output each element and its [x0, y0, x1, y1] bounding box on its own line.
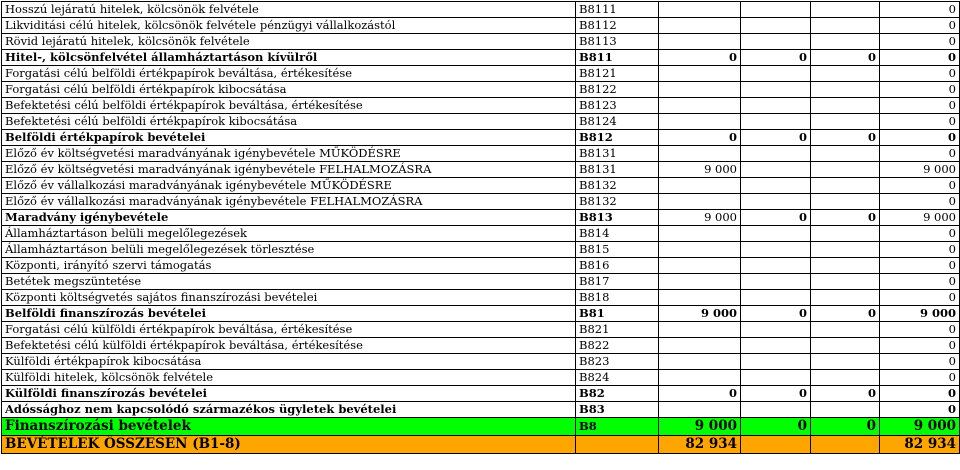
table-row: [2, 66, 960, 82]
value-cell-3: 0: [811, 210, 880, 226]
row-code-cell: [576, 436, 659, 454]
value-cell-1: [659, 402, 741, 418]
value-cell-4: 0: [880, 258, 960, 274]
row-label-cell: Külföldi hitelek, kölcsönök felvétele: [2, 370, 576, 386]
table-row: [2, 226, 960, 242]
value-cell-2: [741, 290, 811, 306]
table-row: [2, 50, 960, 66]
row-code-cell: B823: [576, 354, 659, 370]
value-cell-2: [741, 34, 811, 50]
row-label-cell: Forgatási célú belföldi értékpapírok kibocsátása: [2, 82, 576, 98]
table-row: [2, 402, 960, 418]
row-label-cell: Finanszírozási bevételek: [2, 418, 576, 436]
value-cell-4: 0: [880, 82, 960, 98]
value-cell-1: 0: [659, 386, 741, 402]
value-cell-2: [741, 18, 811, 34]
value-cell-2: [741, 370, 811, 386]
value-cell-3: [811, 370, 880, 386]
table-row: [2, 98, 960, 114]
value-cell-1: [659, 194, 741, 210]
value-cell-2: [741, 146, 811, 162]
row-label-cell: Forgatási célú külföldi értékpapírok beváltása, értékesítése: [2, 322, 576, 338]
row-code-cell: B822: [576, 338, 659, 354]
value-cell-1: 9 000: [659, 418, 741, 436]
value-cell-2: 0: [741, 386, 811, 402]
value-cell-4: 0: [880, 242, 960, 258]
value-cell-3: [811, 354, 880, 370]
table-row: [2, 2, 960, 18]
value-cell-2: [741, 322, 811, 338]
value-cell-4: 0: [880, 114, 960, 130]
table-row: [2, 82, 960, 98]
row-label-cell: Likviditási célú hitelek, kölcsönök felvétele pénzügyi vállalkozástól: [2, 18, 576, 34]
table-row: [2, 370, 960, 386]
value-cell-3: [811, 242, 880, 258]
table-row: [2, 178, 960, 194]
table-row: [2, 162, 960, 178]
row-code-cell: B8123: [576, 98, 659, 114]
row-label-cell: Belföldi értékpapírok bevételei: [2, 130, 576, 146]
row-label-cell: Forgatási célú belföldi értékpapírok beváltása, értékesítése: [2, 66, 576, 82]
value-cell-1: [659, 178, 741, 194]
row-code-cell: B818: [576, 290, 659, 306]
row-label-cell: Hitel-, kölcsönfelvétel államháztartáson kívülről: [2, 50, 576, 66]
value-cell-4: 9 000: [880, 418, 960, 436]
value-cell-4: 0: [880, 370, 960, 386]
value-cell-4: 0: [880, 178, 960, 194]
row-code-cell: B815: [576, 242, 659, 258]
table-row: [2, 386, 960, 402]
value-cell-1: [659, 274, 741, 290]
value-cell-1: 0: [659, 50, 741, 66]
row-label-cell: Előző év vállalkozási maradványának igénybevétele MŰKÖDÉSRE: [2, 178, 576, 194]
value-cell-2: 0: [741, 130, 811, 146]
row-label-cell: BEVÉTELEK ÖSSZESEN (B1-8): [2, 436, 576, 454]
value-cell-2: 0: [741, 50, 811, 66]
value-cell-4: 0: [880, 354, 960, 370]
table-body: [2, 2, 960, 454]
table-row: [2, 114, 960, 130]
value-cell-4: 0: [880, 226, 960, 242]
value-cell-4: 0: [880, 98, 960, 114]
table-row: [2, 290, 960, 306]
value-cell-1: [659, 34, 741, 50]
value-cell-1: [659, 114, 741, 130]
value-cell-3: [811, 98, 880, 114]
value-cell-1: [659, 322, 741, 338]
value-cell-2: [741, 2, 811, 18]
value-cell-4: 0: [880, 386, 960, 402]
value-cell-4: 9 000: [880, 306, 960, 322]
row-label-cell: Központi költségvetés sajátos finanszírozási bevételei: [2, 290, 576, 306]
financing-revenue-table: [1, 1, 960, 454]
table-row: [2, 322, 960, 338]
value-cell-3: [811, 34, 880, 50]
value-cell-1: [659, 82, 741, 98]
table-row: [2, 242, 960, 258]
row-code-cell: B8113: [576, 34, 659, 50]
value-cell-3: [811, 274, 880, 290]
row-label-cell: Belföldi finanszírozás bevételei: [2, 306, 576, 322]
row-label-cell: Külföldi finanszírozás bevételei: [2, 386, 576, 402]
value-cell-1: [659, 338, 741, 354]
value-cell-3: [811, 114, 880, 130]
value-cell-2: [741, 226, 811, 242]
value-cell-1: [659, 146, 741, 162]
value-cell-4: 9 000: [880, 162, 960, 178]
value-cell-3: [811, 82, 880, 98]
value-cell-3: [811, 258, 880, 274]
value-cell-4: 0: [880, 146, 960, 162]
value-cell-1: [659, 226, 741, 242]
value-cell-1: 0: [659, 130, 741, 146]
row-code-cell: B824: [576, 370, 659, 386]
value-cell-3: [811, 66, 880, 82]
value-cell-2: 0: [741, 210, 811, 226]
value-cell-4: 0: [880, 194, 960, 210]
value-cell-1: [659, 98, 741, 114]
value-cell-1: [659, 18, 741, 34]
row-label-cell: Előző év költségvetési maradványának igénybevétele MŰKÖDÉSRE: [2, 146, 576, 162]
row-label-cell: Államháztartáson belüli megelőlegezések: [2, 226, 576, 242]
row-label-cell: Befektetési célú belföldi értékpapírok kibocsátása: [2, 114, 576, 130]
table-row: [2, 18, 960, 34]
value-cell-2: 0: [741, 418, 811, 436]
row-code-cell: B8132: [576, 178, 659, 194]
value-cell-2: [741, 178, 811, 194]
value-cell-3: [811, 338, 880, 354]
value-cell-3: [811, 178, 880, 194]
table-row: [2, 436, 960, 454]
value-cell-2: [741, 66, 811, 82]
row-code-cell: B8111: [576, 2, 659, 18]
row-label-cell: Maradvány igénybevétele: [2, 210, 576, 226]
value-cell-3: 0: [811, 130, 880, 146]
row-label-cell: Központi, irányító szervi támogatás: [2, 258, 576, 274]
row-code-cell: B8112: [576, 18, 659, 34]
row-code-cell: B812: [576, 130, 659, 146]
value-cell-2: [741, 402, 811, 418]
row-code-cell: B811: [576, 50, 659, 66]
value-cell-3: [811, 436, 880, 454]
value-cell-4: 0: [880, 322, 960, 338]
value-cell-2: [741, 162, 811, 178]
value-cell-3: [811, 402, 880, 418]
table-row: [2, 194, 960, 210]
row-label-cell: Adóssághoz nem kapcsolódó származékos ügyletek bevételei: [2, 402, 576, 418]
value-cell-3: [811, 162, 880, 178]
value-cell-1: 9 000: [659, 162, 741, 178]
value-cell-3: [811, 146, 880, 162]
value-cell-4: 0: [880, 338, 960, 354]
row-code-cell: B81: [576, 306, 659, 322]
value-cell-4: 82 934: [880, 436, 960, 454]
value-cell-2: [741, 338, 811, 354]
table-row: [2, 306, 960, 322]
value-cell-1: [659, 354, 741, 370]
row-label-cell: Rövid lejáratú hitelek, kölcsönök felvétele: [2, 34, 576, 50]
value-cell-3: [811, 194, 880, 210]
row-label-cell: Befektetési célú belföldi értékpapírok beváltása, értékesítése: [2, 98, 576, 114]
value-cell-4: 0: [880, 66, 960, 82]
row-code-cell: B816: [576, 258, 659, 274]
value-cell-4: 0: [880, 274, 960, 290]
value-cell-1: 9 000: [659, 306, 741, 322]
value-cell-1: 82 934: [659, 436, 741, 454]
table-row: [2, 130, 960, 146]
row-code-cell: B814: [576, 226, 659, 242]
row-code-cell: B8: [576, 418, 659, 436]
row-code-cell: B813: [576, 210, 659, 226]
value-cell-2: [741, 98, 811, 114]
value-cell-4: 0: [880, 2, 960, 18]
value-cell-2: [741, 194, 811, 210]
value-cell-3: 0: [811, 386, 880, 402]
row-code-cell: B8132: [576, 194, 659, 210]
row-label-cell: Előző év költségvetési maradványának igénybevétele FELHALMOZÁSRA: [2, 162, 576, 178]
value-cell-1: [659, 242, 741, 258]
value-cell-4: 0: [880, 290, 960, 306]
row-label-cell: Külföldi értékpapírok kibocsátása: [2, 354, 576, 370]
value-cell-1: [659, 258, 741, 274]
row-code-cell: B8131: [576, 146, 659, 162]
row-code-cell: B821: [576, 322, 659, 338]
value-cell-2: [741, 258, 811, 274]
row-label-cell: Betétek megszüntetése: [2, 274, 576, 290]
value-cell-1: [659, 370, 741, 386]
table-row: [2, 338, 960, 354]
table-row: [2, 258, 960, 274]
row-label-cell: Államháztartáson belüli megelőlegezések törlesztése: [2, 242, 576, 258]
row-code-cell: B8122: [576, 82, 659, 98]
value-cell-1: [659, 66, 741, 82]
value-cell-2: 0: [741, 306, 811, 322]
value-cell-3: [811, 2, 880, 18]
table-row: [2, 354, 960, 370]
row-code-cell: B8131: [576, 162, 659, 178]
value-cell-3: [811, 18, 880, 34]
table-row: [2, 34, 960, 50]
value-cell-2: [741, 242, 811, 258]
table-row: [2, 274, 960, 290]
value-cell-3: 0: [811, 50, 880, 66]
value-cell-3: [811, 290, 880, 306]
value-cell-4: 0: [880, 34, 960, 50]
value-cell-4: 0: [880, 18, 960, 34]
value-cell-2: [741, 436, 811, 454]
value-cell-3: [811, 226, 880, 242]
row-code-cell: B8124: [576, 114, 659, 130]
row-code-cell: B83: [576, 402, 659, 418]
row-code-cell: B82: [576, 386, 659, 402]
value-cell-3: [811, 322, 880, 338]
value-cell-2: [741, 114, 811, 130]
row-label-cell: Hosszú lejáratú hitelek, kölcsönök felvétele: [2, 2, 576, 18]
value-cell-4: 0: [880, 402, 960, 418]
value-cell-4: 0: [880, 130, 960, 146]
row-label-cell: Befektetési célú külföldi értékpapírok beváltása, értékesítése: [2, 338, 576, 354]
value-cell-3: 0: [811, 306, 880, 322]
value-cell-1: [659, 290, 741, 306]
value-cell-3: 0: [811, 418, 880, 436]
value-cell-1: [659, 2, 741, 18]
value-cell-2: [741, 274, 811, 290]
table-row: [2, 210, 960, 226]
value-cell-1: 9 000: [659, 210, 741, 226]
table-row: [2, 418, 960, 436]
value-cell-4: 0: [880, 50, 960, 66]
row-code-cell: B8121: [576, 66, 659, 82]
row-label-cell: Előző év vállalkozási maradványának igénybevétele FELHALMOZÁSRA: [2, 194, 576, 210]
table-row: [2, 146, 960, 162]
value-cell-2: [741, 354, 811, 370]
value-cell-2: [741, 82, 811, 98]
row-code-cell: B817: [576, 274, 659, 290]
value-cell-4: 9 000: [880, 210, 960, 226]
